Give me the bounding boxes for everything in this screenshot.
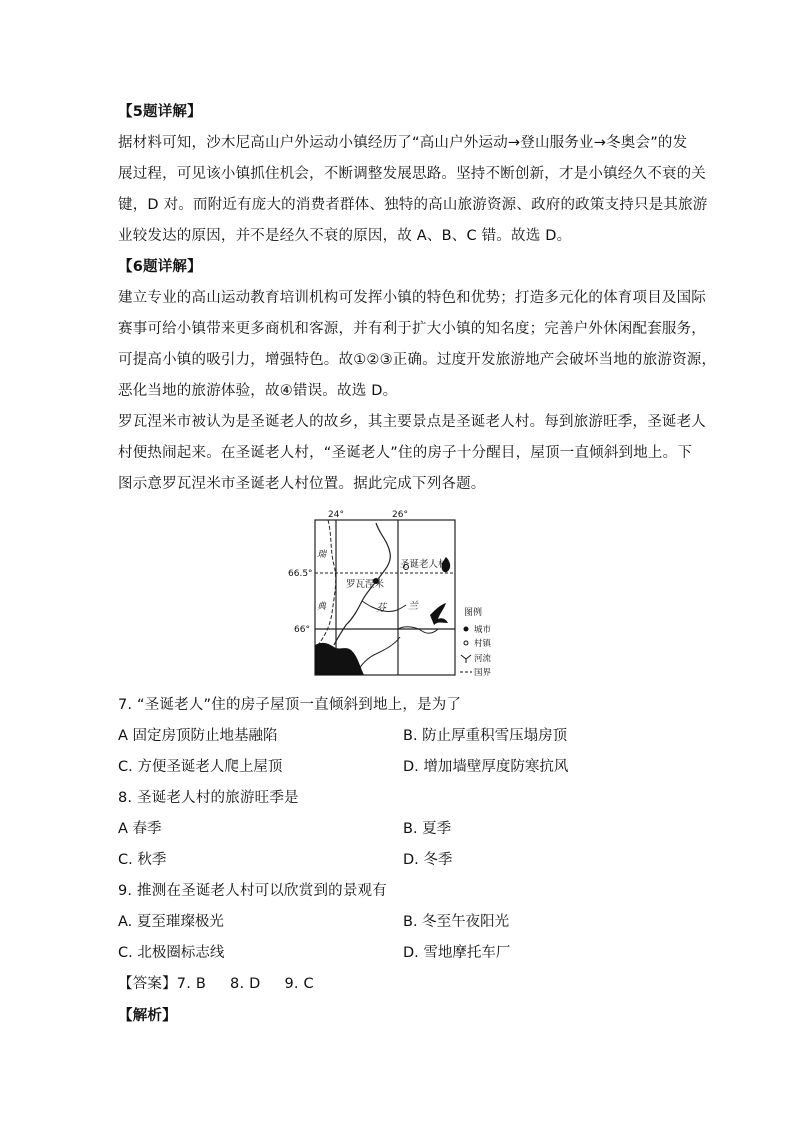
section6-heading: 【6题详解】	[118, 259, 202, 275]
intro-line-3: 图示意罗瓦涅米市圣诞老人村位置。据此完成下列各题。	[118, 476, 486, 492]
legend-village-label: 村镇	[474, 639, 492, 649]
question-9-option-a: A. 夏至璀璨极光	[118, 914, 224, 930]
intro-line-2: 村便热闹起来。在圣诞老人村，“圣诞老人”住的房子十分醒目，屋顶一直倾斜到地上。下	[118, 445, 693, 461]
label-lat-66: 66°	[294, 625, 310, 635]
label-lon-26: 26°	[392, 510, 408, 520]
question-7-stem: 7. “圣诞老人”住的房子屋顶一直倾斜到地上，是为了	[118, 697, 462, 713]
section5-heading: 【5题详解】	[118, 104, 202, 120]
question-8-stem: 8. 圣诞老人村的旅游旺季是	[118, 790, 299, 806]
question-9-option-b: B. 冬至午夜阳光	[403, 914, 510, 930]
label-sweden-2: 典	[317, 602, 327, 612]
section6-line-2: 赛事可给小镇带来更多商机和客源，并有利于扩大小镇的知名度；完善户外休闲配套服务，	[118, 321, 706, 337]
section5-line-3: 键，D 对。而附近有庞大的消费者群体、独特的高山旅游资源、政府的政策支持只是其旅游	[118, 197, 708, 213]
label-finland-1: 芬	[376, 603, 386, 614]
legend-river-symbol	[461, 655, 471, 663]
label-finland-2: 兰	[408, 601, 418, 612]
question-8-option-a: A 春季	[118, 821, 162, 837]
label-lat-665: 66.5°	[288, 569, 313, 579]
legend-title: 图例	[464, 608, 483, 618]
question-8-option-c: C. 秋季	[118, 852, 167, 868]
question-7-option-d: D. 增加墙壁厚度防寒抗风	[403, 759, 569, 775]
section5-line-1: 据材料可知，沙木尼高山户外运动小镇经历了“高山户外运动→登山服务业→冬奥会”的发	[118, 135, 688, 151]
label-lon-24: 24°	[328, 510, 344, 520]
map-svg	[288, 505, 500, 680]
legend-river-label: 河流	[474, 654, 492, 664]
label-city: 罗瓦涅米	[346, 579, 385, 590]
location-map	[288, 505, 500, 680]
label-sweden-1: 瑞	[317, 550, 327, 560]
label-village: 圣诞老人村	[400, 559, 448, 570]
question-8-option-d: D. 冬季	[403, 852, 453, 868]
question-9-stem: 9. 推测在圣诞老人村可以欣赏到的景观有	[118, 883, 387, 899]
analysis-heading: 【解析】	[118, 1008, 177, 1024]
legend-village-symbol	[464, 641, 468, 645]
section6-line-1: 建立专业的高山运动教育培训机构可发挥小镇的特色和优势；打造多元化的体育项目及国际	[118, 290, 706, 306]
intro-line-1: 罗瓦涅米市被认为是圣诞老人的故乡，其主要景点是圣诞老人村。每到旅游旺季，圣诞老人	[118, 414, 706, 430]
question-9-option-c: C. 北极圈标志线	[118, 945, 225, 961]
answer-line: 【答案】7. B 8. D 9. C	[118, 976, 314, 992]
section6-line-3: 可提高小镇的吸引力，增强特色。故①②③正确。过度开发旅游地产会破坏当地的旅游资源，	[118, 352, 717, 368]
question-8-option-b: B. 夏季	[403, 821, 452, 837]
section5-line-4: 业较发达的原因，并不是经久不衰的原因，故 A、B、C 错。故选 D。	[118, 228, 572, 244]
question-7-option-a: A 固定房顶防止地基融陷	[118, 728, 278, 744]
legend-city-symbol	[464, 627, 469, 632]
section5-line-2: 展过程，可见该小镇抓住机会，不断调整发展思路。坚持不断创新，才是小镇经久不衰的关	[118, 166, 706, 182]
question-7-option-b: B. 防止厚重积雪压塌房顶	[403, 728, 568, 744]
legend-border-label: 国界	[474, 668, 492, 678]
legend-city-label: 城市	[474, 625, 492, 635]
question-7-option-c: C. 方便圣诞老人爬上屋顶	[118, 759, 283, 775]
section6-line-4: 恶化当地的旅游体验，故④错误。故选 D。	[118, 383, 398, 399]
question-9-option-d: D. 雪地摩托车厂	[403, 945, 511, 961]
